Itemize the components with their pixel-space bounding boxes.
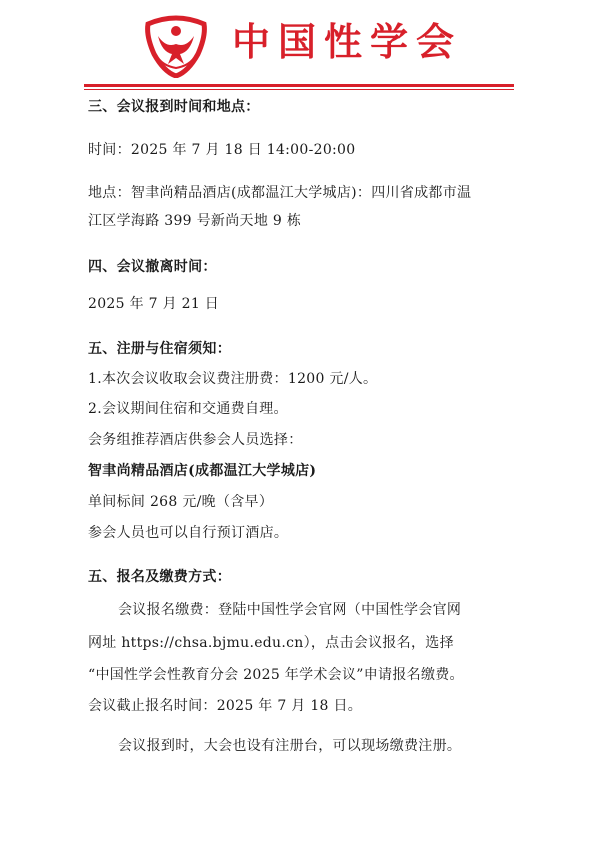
self-booking-note: 参会人员也可以自行预订酒店。: [88, 525, 289, 541]
header-rule-thick: [84, 84, 514, 87]
section-heading-registration: 三、会议报到时间和地点：: [88, 99, 260, 115]
header-rule-thin: [84, 89, 514, 90]
signup-deadline: 会议截止报名时间：2025 年 7 月 18 日。: [88, 698, 363, 714]
letterhead: [0, 0, 600, 92]
onsite-registration-note: 会议报到时，大会也设有注册台，可以现场缴费注册。: [118, 738, 462, 754]
society-logo-icon: [140, 14, 212, 78]
lodging-item-fee: 1.本次会议收取会议费注册费：1200 元/人。: [88, 371, 378, 387]
signup-paragraph-line3: “中国性学会性教育分会 2025 年学术会议”申请报名缴费。: [88, 667, 464, 683]
registration-place-line1: 地点：智聿尚精品酒店(成都温江大学城店)：四川省成都市温: [88, 185, 472, 201]
section-heading-signup-payment: 五、报名及缴费方式：: [88, 569, 231, 585]
signup-paragraph-line2: 网址 https://chsa.bjmu.edu.cn），点击会议报名，选择: [88, 635, 454, 651]
organization-name: 中国性学会: [232, 20, 463, 64]
signup-paragraph-line1: 会议报名缴费：登陆中国性学会官网（中国性学会官网: [118, 602, 462, 618]
registration-time: 时间：2025 年 7 月 18 日 14:00-20:00: [88, 142, 356, 158]
lodging-item-self-pay: 2.会议期间住宿和交通费自理。: [88, 401, 288, 417]
departure-date: 2025 年 7 月 21 日: [88, 296, 220, 312]
recommended-hotel-name: 智聿尚精品酒店(成都温江大学城店): [88, 463, 317, 479]
registration-place-line2: 江区学海路 399 号新尚天地 9 栋: [88, 213, 302, 229]
section-heading-lodging: 五、注册与住宿须知：: [88, 341, 231, 357]
section-heading-departure: 四、会议撤离时间：: [88, 259, 217, 275]
room-rate: 单间标间 268 元/晚（含早）: [88, 494, 274, 510]
hotel-recommendation-intro: 会务组推荐酒店供参会人员选择：: [88, 432, 303, 448]
